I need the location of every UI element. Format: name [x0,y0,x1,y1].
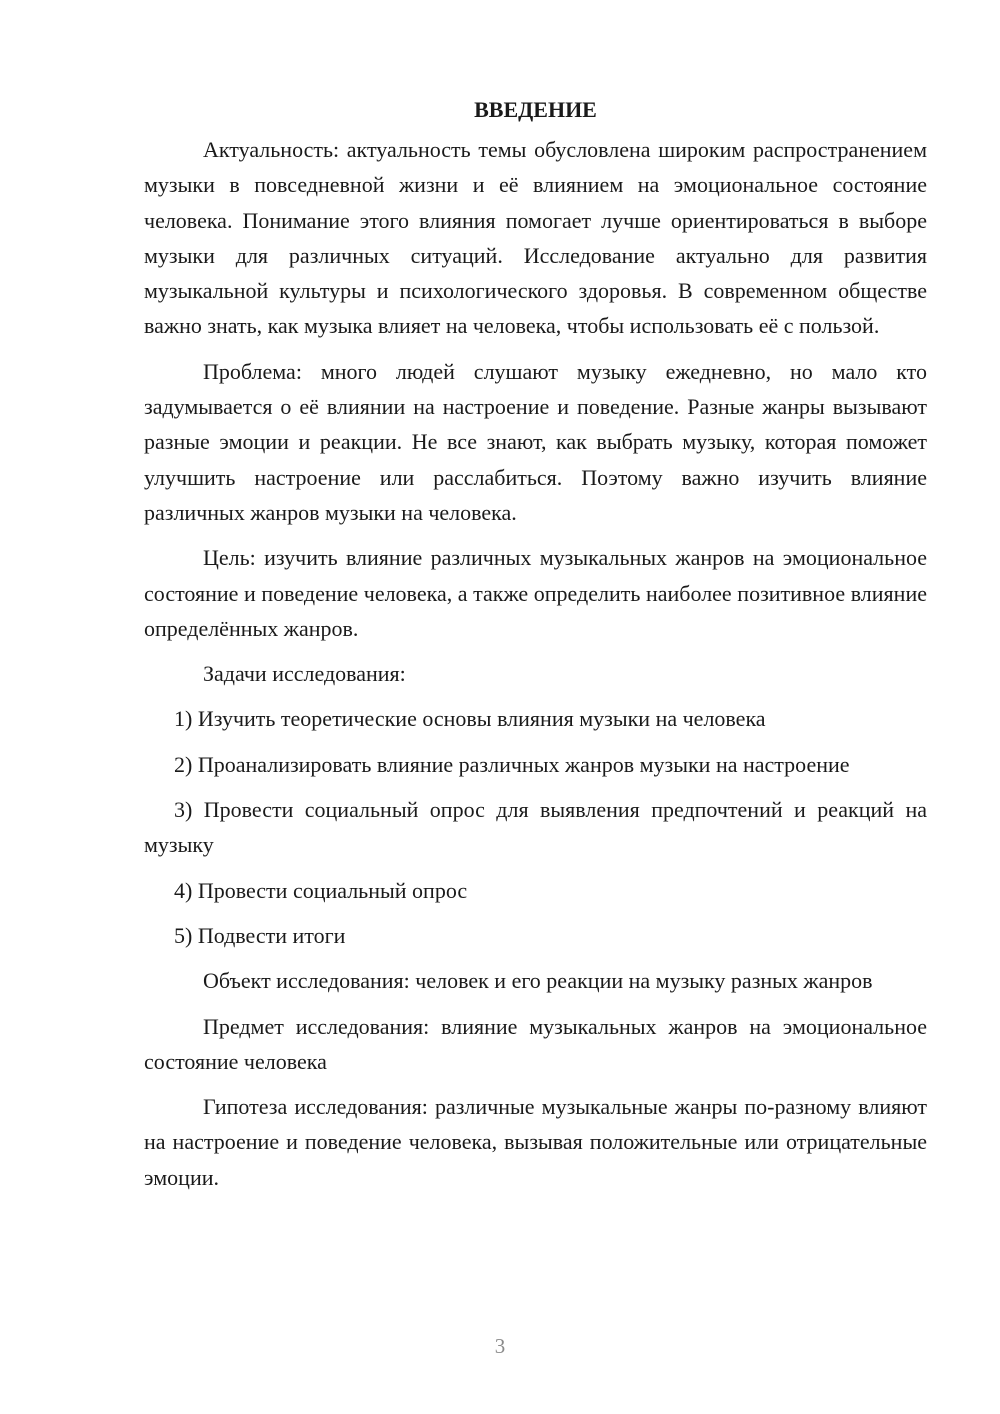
task-item-5: 5) Подвести итоги [174,922,346,948]
task-item-4: 4) Провести социальный опрос [174,877,468,903]
task-item-2: 2) Проанализировать влияние различных жанров музыки на настроение [174,751,850,777]
page-number: 3 [494,1334,506,1358]
tasks-list [144,701,927,953]
document-page [144,92,927,1205]
section-title: ВВЕДЕНИЕ [474,97,597,122]
paragraph-object: Объект исследования: человек и его реакции на музыку разных жанров [203,968,873,994]
paragraph-problem: Проблема: много людей слушают музыку ежедневно, но мало кто задумывается о её влиянии на настроение и поведение. Разные жанры вызывают разные эмоции и реакции. Не все знают, как выбрать музыку, которая поможет улучшить настроение или расслабиться. Поэтому важно изучить влияние различных жанров музыки на человека. [144,358,927,525]
paragraph-relevance: Актуальность: актуальность темы обусловлена широким распространением музыки в повседневной жизни и её влиянием на эмоциональное состояние человека. Понимание этого влияния помогает лучше ориентироваться в выборе музыки для различных ситуаций. Исследование актуально для развития музыкальной культуры и психологического здоровья. В современном обществе важно знать, как музыка влияет на человека, чтобы использовать её с пользой. [144,137,927,339]
task-item-1: 1) Изучить теоретические основы влияния музыки на человека [174,706,766,732]
paragraph-goal: Цель: изучить влияние различных музыкальных жанров на эмоциональное состояние и поведение человека, а также определить наиболее позитивное влияние определённых жанров. [144,545,927,641]
task-item-3: 3) Провести социальный опрос для выявления предпочтений и реакций на музыку [144,797,927,858]
tasks-heading: Задачи исследования: [203,661,406,687]
paragraph-subject: Предмет исследования: влияние музыкальных жанров на эмоциональное состояние человека [144,1013,927,1074]
paragraph-hypothesis: Гипотеза исследования: различные музыкальные жанры по-разному влияют на настроение и поведение человека, вызывая положительные или отрицательные эмоции. [144,1094,927,1190]
